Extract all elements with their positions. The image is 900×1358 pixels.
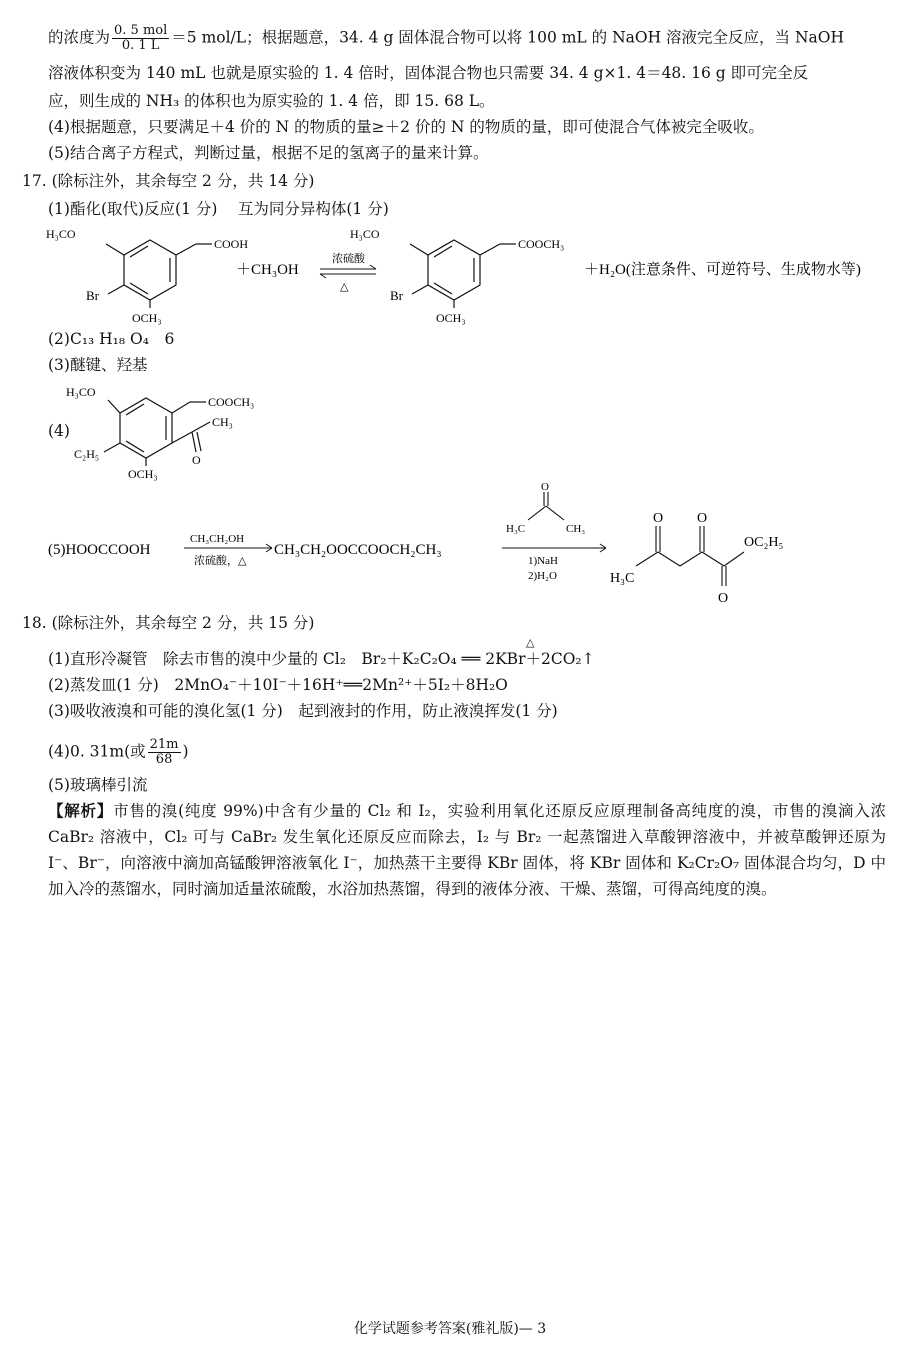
water-and-note: ＋H₂O(注意条件、可逆符号、生成物水等) xyxy=(584,262,861,278)
diketo-ester-structure xyxy=(636,526,744,586)
q17-answer-5-route xyxy=(40,482,890,608)
h3co-label: H₃CO xyxy=(66,385,96,399)
question-18-header: 18. (除标注外，其余每空 2 分，共 15 分) xyxy=(22,614,315,632)
fraction-denominator: 0. 1 L xyxy=(121,38,160,53)
methanol-term: ＋CH₃OH xyxy=(236,262,299,278)
esterification-reaction-scheme xyxy=(40,222,890,328)
q17-answer-4-structure xyxy=(66,378,306,484)
cooh-label: COOH xyxy=(214,237,249,251)
condition-nah: 1)NaH xyxy=(528,555,558,567)
text-run: 的浓度为 xyxy=(48,28,111,47)
condition-sulfuric-acid: 浓硫酸 xyxy=(332,253,365,265)
och3-label: OCH₃ xyxy=(436,311,466,325)
text-run: (1)直形冷凝管 除去市售的溴中少量的 Cl₂ Br₂＋K₂C₂O₄ ══ 2KBr＋2CO₂↑ xyxy=(48,650,595,668)
q18-answer-5: (5)玻璃棒引流 xyxy=(48,776,148,794)
answer-line: (4)根据题意，只要满足＋4 价的 N 的物质的量≥＋2 价的 N 的物质的量，即可使混合气体被完全吸收。 xyxy=(48,118,764,136)
o-label: O xyxy=(697,511,708,526)
oxalic-acid: (5)HOOCCOOH xyxy=(48,542,151,558)
ch3-label: CH₃ xyxy=(212,415,233,429)
fraction xyxy=(112,24,169,53)
text-run: ) xyxy=(182,742,189,761)
h3co-label: H₃CO xyxy=(46,227,76,241)
fraction-numerator: 0. 5 mol xyxy=(114,23,168,38)
fraction-numerator: 21m xyxy=(149,737,179,752)
reactant-structure xyxy=(106,240,212,308)
reversible-arrow xyxy=(320,265,376,278)
br-label: Br xyxy=(390,288,403,303)
h3c-label: H₃C xyxy=(610,571,635,586)
question-17-header: 17. (除标注外，其余每空 2 分，共 14 分) xyxy=(22,172,315,190)
condition-heat: △ xyxy=(526,636,535,649)
br-label: Br xyxy=(86,288,99,303)
q18-answer-2: (2)蒸发皿(1 分) 2MnO₄⁻＋10I⁻＋16H⁺══2Mn²⁺＋5I₂＋8H₂O xyxy=(48,676,508,694)
condition-h2o: 2)H₂O xyxy=(528,570,557,582)
analysis-paragraph xyxy=(48,798,886,902)
text-run: (4)0. 31m(或 xyxy=(48,742,146,761)
och3-label: OCH₃ xyxy=(132,311,162,325)
o-label: O xyxy=(541,482,549,493)
q18-answer-3: (3)吸收液溴和可能的溴化氢(1 分) 起到液封的作用，防止液溴挥发(1 分) xyxy=(48,702,558,720)
h3co-label: H₃CO xyxy=(350,227,380,241)
o-label: O xyxy=(718,591,729,606)
page-footer: 化学试题参考答案(雅礼版)— 3 xyxy=(353,1321,547,1337)
q17-answer-1: (1)酯化(取代)反应(1 分) 互为同分异构体(1 分) xyxy=(48,200,389,218)
answer-line xyxy=(48,24,878,53)
condition-heat: △ xyxy=(340,281,349,293)
text-run: ＝5 mol/L；根据题意，34. 4 g 固体混合物可以将 100 mL 的 NaOH 溶液完全反应，当 NaOH xyxy=(171,28,844,47)
q17-answer-3: (3)醚键、羟基 xyxy=(48,356,148,374)
fraction-denominator: 68 xyxy=(155,752,173,767)
oc2h5-label: OC₂H₅ xyxy=(744,535,784,550)
reaction-arrow-1 xyxy=(184,544,272,552)
reaction-arrow-2 xyxy=(502,544,606,552)
answer-line: (5)结合离子方程式，判断过量，根据不足的氢离子的量来计算。 xyxy=(48,144,489,162)
condition-ethanol: CH₃CH₂OH xyxy=(190,533,245,545)
ch3-label: CH₃ xyxy=(566,523,586,535)
o-label: O xyxy=(653,511,664,526)
o-label: O xyxy=(192,453,201,467)
answer-line: 应，则生成的 NH₃ 的体积也为原实验的 1. 4 倍，即 15. 68 L。 xyxy=(48,92,495,110)
q17-answer-4-label: (4) xyxy=(48,422,70,440)
h3c-label: H₃C xyxy=(506,523,526,535)
analysis-text: 市售的溴(纯度 99%)中含有少量的 Cl₂ 和 I₂，实验利用氧化还原反应原理制备高纯度的溴，市售的溴滴入浓 CaBr₂ 溶液中，Cl₂ 可与 CaBr₂ 发生氧化还原反应而除去，I₂ 与 Br₂ 一起蒸馏进入草酸钾溶液中，并被草酸钾还原为 I⁻、Br⁻，向溶液中滴加高锰酸钾溶液氧化 I⁻，加热蒸干主要得 KBr 固体，将 KBr 固体和 K₂Cr₂O₇ 固体混合均匀，D 中加入冷的蒸馏水，同时滴加适量浓硫酸，水浴加热蒸馏，得到的液体分液、干燥、蒸馏，可得高纯度的溴。 xyxy=(48,802,886,898)
c2h5-label: C₂H₅ xyxy=(74,447,100,461)
condition-acid-heat: 浓硫酸，△ xyxy=(194,555,247,567)
fraction xyxy=(148,738,181,767)
product-structure xyxy=(410,240,516,308)
q17-answer-2: (2)C₁₃ H₁₈ O₄ 6 xyxy=(48,330,175,348)
answer-line: 溶液体积变为 140 mL 也就是原实验的 1. 4 倍时，固体混合物也只需要 34. 4 g×1. 4＝48. 16 g 即可完全反 xyxy=(48,64,809,82)
acetone-structure xyxy=(528,492,564,520)
q18-answer-1 xyxy=(48,648,878,670)
cooch3-label: COOCH₃ xyxy=(208,395,255,409)
diethyl-oxalate: CH₃CH₂OOCCOOCH₂CH₃ xyxy=(274,542,442,558)
q18-answer-4 xyxy=(48,738,878,767)
och3-label: OCH₃ xyxy=(128,467,158,481)
cooch3-label: COOCH₃ xyxy=(518,237,565,251)
analysis-tag: 【解析】 xyxy=(48,801,114,820)
